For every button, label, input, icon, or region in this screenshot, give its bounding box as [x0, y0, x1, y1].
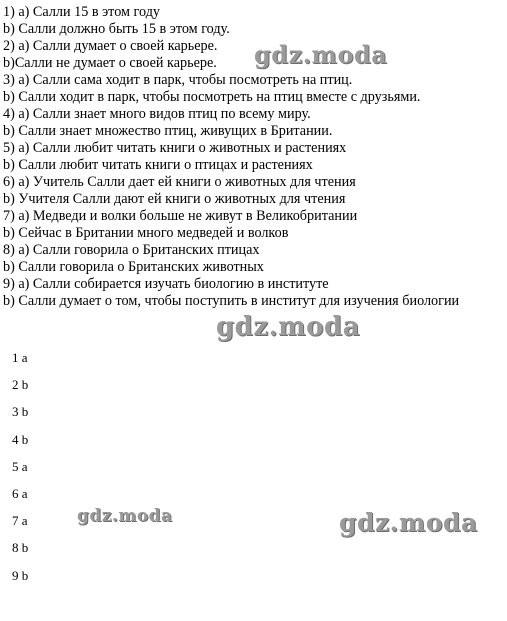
- watermark-bottom-right: gdz.moda: [339, 508, 478, 537]
- statement-line: b) Салли говорила о Британских животных: [3, 259, 264, 275]
- answer-line: 1 a: [12, 350, 28, 365]
- statements-list: [3, 4, 503, 310]
- statement-line: b)Салли не думает о своей карьере.: [3, 55, 217, 71]
- statement-line: b) Салли знает множество птиц, живущих в Британии.: [3, 123, 333, 139]
- watermark-bottom-left: gdz.moda: [77, 506, 173, 526]
- answer-line: 4 b: [12, 431, 29, 447]
- answer-line: 9 b: [12, 567, 29, 583]
- answer-line: 2 b: [12, 377, 29, 393]
- statement-line: 5) а) Салли любит читать книги о животных и растениях: [3, 140, 347, 156]
- statement-line: b) Сейчас в Британии много медведей и волков: [3, 225, 289, 241]
- statement-line: 6) а) Учитель Салли дает ей книги о животных для чтения: [3, 174, 356, 190]
- answer-line: 3 b: [12, 404, 29, 420]
- statement-line: 9) а) Салли собирается изучать биологию в институте: [3, 276, 329, 292]
- statement-line: 7) а) Медведи и волки больше не живут в Великобритании: [3, 208, 358, 224]
- statement-line: 8) а) Салли говорила о Британских птицах: [3, 242, 260, 258]
- statement-line: b) Салли ходит в парк, чтобы посмотреть на птиц вместе с друзьями.: [3, 89, 421, 105]
- answer-line: 6 a: [12, 485, 28, 501]
- statement-line: 2) а) Салли думает о своей карьере.: [3, 38, 218, 54]
- statement-line: 3) а) Салли сама ходит в парк, чтобы посмотреть на птиц.: [3, 72, 353, 88]
- statement-line: b) Салли должно быть 15 в этом году.: [3, 21, 230, 37]
- answer-line: 7 a: [12, 513, 28, 529]
- answers-list: [12, 349, 28, 594]
- watermark-middle: gdz.moda: [216, 312, 361, 342]
- statement-line: b) Салли думает о том, чтобы поступить в институт для изучения биологии: [3, 293, 460, 309]
- statement-line: b) Учителя Салли дают ей книги о животных для чтения: [3, 191, 346, 207]
- statement-line: 4) а) Салли знает много видов птиц по всему миру.: [3, 106, 311, 122]
- answer-line: 8 b: [12, 540, 29, 556]
- statement-line: 1) а) Салли 15 в этом году: [3, 4, 161, 20]
- statement-line: b) Салли любит читать книги о птицах и растениях: [3, 157, 313, 173]
- answer-line: 5 a: [12, 458, 28, 474]
- watermark-top: gdz.moda: [254, 40, 388, 69]
